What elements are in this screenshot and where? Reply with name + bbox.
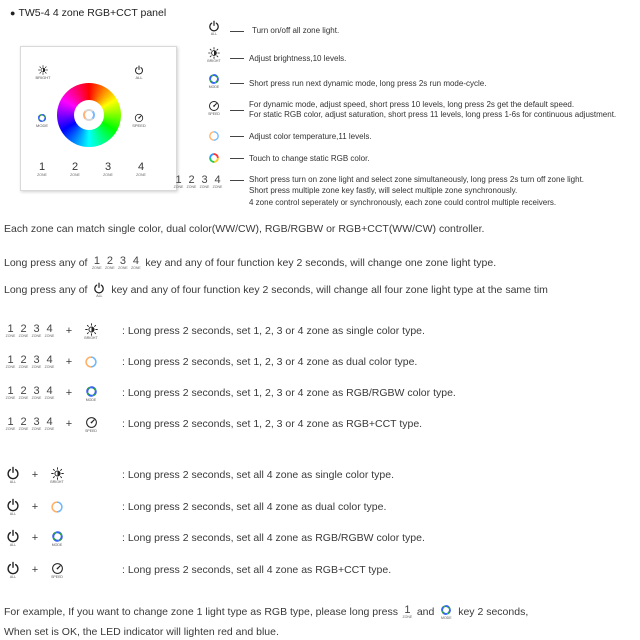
legend-zones	[172, 173, 224, 191]
panel-zone-4: 4 ZONE	[136, 161, 146, 177]
power-icon	[93, 282, 105, 294]
legend-dash	[230, 58, 244, 59]
cct-key	[82, 355, 100, 369]
mode-key: MODE	[82, 385, 100, 402]
speed-icon	[134, 113, 144, 123]
legend-speed-text-2: For static RGB color, adjust saturation, short press 11 levels, long press 1-6s for continuous adjustment.	[249, 110, 617, 119]
all-row-rgbcct	[4, 557, 392, 583]
color-wheel-center	[74, 100, 104, 130]
zone-2-key: 2 ZONE	[186, 173, 197, 189]
zone-1-key: 1 ZONE	[5, 323, 16, 338]
bright-icon	[208, 47, 220, 59]
speed-icon	[208, 100, 220, 112]
cct-key	[48, 500, 66, 514]
plus-sign: +	[65, 387, 73, 399]
power-icon	[134, 65, 144, 75]
panel-zone-2: 2 ZONE	[70, 161, 80, 177]
legend-dash	[230, 180, 244, 181]
legend-power: ALL	[206, 20, 222, 36]
row-description: : Long press 2 seconds, set all 4 zone as RGB/RGBW color type.	[122, 532, 425, 544]
legend-dash	[230, 31, 244, 32]
row-description: : Long press 2 seconds, set all 4 zone as single color type.	[122, 469, 394, 481]
panel-bright-caption: BRIGHT	[35, 75, 51, 80]
legend-rgb	[206, 152, 222, 164]
power-icon	[208, 20, 220, 32]
speed-icon	[85, 416, 98, 429]
legend-dash	[230, 136, 244, 137]
zone-1-key: 1 ZONE	[173, 173, 184, 189]
row-description: : Long press 2 seconds, set 1, 2, 3 or 4 zone as RGB+CCT type.	[122, 418, 423, 430]
legend-bright: BRIGHT	[206, 47, 222, 63]
document-title	[10, 7, 166, 19]
paragraph-all-zones: Long press any of ALL key and any of four function key 2 seconds, will change all four zone light type at the same tim	[4, 284, 548, 298]
power-key: ALL	[4, 529, 22, 547]
all-row-dual	[4, 494, 387, 520]
zone-1-key: 1 ZONE	[92, 255, 102, 270]
legend-mode: MODE	[206, 73, 222, 89]
zone-row-single: 1 ZONE 2 ZONE 3 ZONE 4 ZONE + BRIGHT : Long press 2 seconds, set 1, 2, 3 or 4 zone as single color type.	[5, 323, 425, 340]
legend-zones-text-3: 4 zone control seperately or synchronously, each zone could control multiple receivers.	[249, 198, 557, 207]
legend-rgb-text: Touch to change static RGB color.	[249, 154, 370, 163]
cct-icon	[84, 355, 98, 369]
legend-dash	[230, 83, 244, 84]
panel-illustration	[20, 46, 177, 191]
zone-4-key: 4 ZONE	[131, 255, 141, 270]
panel-mode-button	[34, 113, 50, 128]
power-key: ALL	[4, 498, 22, 516]
zone-2-key: 2 ZONE	[105, 255, 115, 270]
legend-zones-text-1: Short press turn on zone light and select zone simultaneously, long press 2s turn off zone light.	[249, 175, 585, 184]
panel-speed-button	[131, 113, 147, 128]
row-description: : Long press 2 seconds, set 1, 2, 3 or 4 zone as dual color type.	[122, 356, 418, 368]
plus-sign: +	[31, 501, 39, 513]
bright-icon	[38, 65, 48, 75]
zone-3-key: 3 ZONE	[118, 255, 128, 270]
legend-dash	[230, 110, 244, 111]
panel-zone-3: 3 ZONE	[103, 161, 113, 177]
panel-power-caption: ALL	[135, 75, 143, 80]
mode-icon	[440, 604, 452, 616]
power-key: ALL	[90, 282, 108, 298]
mode-icon	[37, 113, 47, 123]
panel-bright-button	[35, 65, 51, 80]
zone-1-key: 1 ZONE	[402, 604, 413, 619]
legend-dash	[230, 158, 244, 159]
row-description: : Long press 2 seconds, set 1, 2, 3 or 4 zone as RGB/RGBW color type.	[122, 387, 456, 399]
paragraph-match-types: Each zone can match single color, dual color(WW/CW), RGB/RGBW or RGB+CCT(WW/CW) controller.	[4, 223, 485, 235]
plus-sign: +	[65, 325, 73, 337]
power-icon	[6, 561, 20, 575]
cct-icon	[50, 500, 64, 514]
panel-power-button	[131, 65, 147, 80]
rgb-icon	[208, 152, 220, 164]
zone-4-key: 4 ZONE	[212, 173, 223, 189]
mode-icon	[51, 530, 64, 543]
mode-icon	[85, 385, 98, 398]
cct-ring-icon	[83, 109, 95, 121]
legend-speed: SPEED	[206, 100, 222, 116]
plus-sign: +	[65, 356, 73, 368]
cct-icon	[208, 130, 220, 142]
plus-sign: +	[31, 532, 39, 544]
legend-cct-text: Adjust color temperature,11 levels.	[249, 132, 372, 141]
panel-speed-caption: SPEED	[132, 123, 146, 128]
zone-row-rgbcct: 1 ZONE 2 ZONE 3 ZONE 4 ZONE + SPEED : Long press 2 seconds, set 1, 2, 3 or 4 zone as RGB+CCT type.	[5, 416, 423, 433]
speed-icon	[51, 562, 64, 575]
legend-bright-text: Adjust brightness,10 levels.	[249, 54, 347, 63]
plus-sign: +	[65, 418, 73, 430]
paragraph-one-zone: Long press any of 1 ZONE 2 ZONE 3 ZONE 4 ZONE key and any of four function key 2 seconds, will change one zone light type.	[4, 255, 497, 270]
plus-sign: +	[31, 564, 39, 576]
all-row-rgb	[4, 525, 425, 551]
power-icon	[6, 498, 20, 512]
bright-key: BRIGHT	[48, 467, 66, 484]
power-icon	[6, 529, 20, 543]
power-key: ALL	[4, 561, 22, 579]
title-bullet: ●	[10, 8, 16, 18]
legend-speed-text-1: For dynamic mode, adjust speed, short press 10 levels, long press 2s get the default speed.	[249, 100, 575, 109]
bright-icon	[51, 467, 64, 480]
plus-sign: +	[31, 469, 39, 481]
legend-mode-text: Short press run next dynamic mode, long press 2s run mode-cycle.	[249, 79, 487, 88]
mode-key: MODE	[437, 604, 455, 620]
legend-power-text: Turn on/off all zone light.	[252, 26, 340, 35]
mode-key: MODE	[48, 530, 66, 547]
mode-icon	[208, 73, 220, 85]
example-result: When set is OK, the LED indicator will lighten red and blue.	[4, 626, 279, 638]
bright-key: BRIGHT	[82, 323, 100, 340]
zone-row-rgb: 1 ZONE 2 ZONE 3 ZONE 4 ZONE + MODE : Long press 2 seconds, set 1, 2, 3 or 4 zone as RGB/RGBW color type.	[5, 385, 456, 402]
legend-zones-text-2: Short press multiple zone key fastly, will select multiple zone synchronously.	[249, 186, 518, 195]
zone-row-dual: 1 ZONE 2 ZONE 3 ZONE 4 ZONE + : Long press 2 seconds, set 1, 2, 3 or 4 zone as dual color type.	[5, 354, 418, 369]
panel-zone-1: 1 ZONE	[37, 161, 47, 177]
all-row-single	[4, 462, 394, 488]
color-wheel	[57, 83, 121, 147]
example-paragraph: For example, If you want to change zone 1 light type as RGB type, please long press 1 ZONE and MODE key 2 seconds,	[4, 604, 529, 620]
legend-cct	[206, 130, 222, 142]
speed-key: SPEED	[82, 416, 100, 433]
zone-3-key: 3 ZONE	[199, 173, 210, 189]
speed-key: SPEED	[48, 562, 66, 579]
panel-mode-caption: MODE	[36, 123, 48, 128]
power-icon	[6, 466, 20, 480]
row-description: : Long press 2 seconds, set all 4 zone as RGB+CCT type.	[122, 564, 392, 576]
row-description: : Long press 2 seconds, set 1, 2, 3 or 4 zone as single color type.	[122, 325, 425, 337]
row-description: : Long press 2 seconds, set all 4 zone as dual color type.	[122, 501, 387, 513]
power-key: ALL	[4, 466, 22, 484]
title-text: TW5-4 4 zone RGB+CCT panel	[18, 7, 167, 19]
bright-icon	[85, 323, 98, 336]
